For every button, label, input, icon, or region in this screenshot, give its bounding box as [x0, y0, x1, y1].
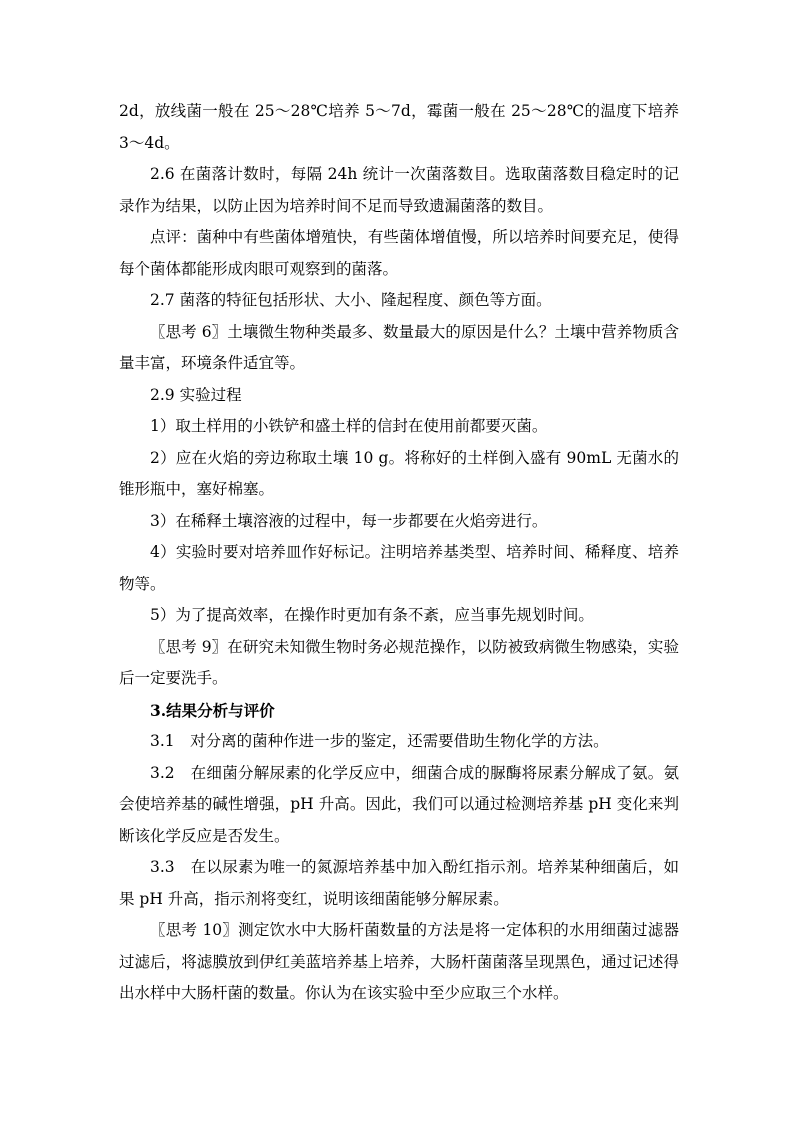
step-5-paragraph: 5）为了提高效率，在操作时更加有条不紊，应当事先规划时间。	[150, 606, 594, 624]
section-3-heading: 3.结果分析与评价	[150, 700, 275, 720]
step-1-paragraph: 1）取土样用的小铁铲和盛土样的信封在使用前都要灭菌。	[150, 417, 548, 435]
think-9-paragraph: 〖思考 9〗在研究未知微生物时务必规范操作，以防被致病微生物感染，实验后一定要洗手。	[119, 637, 679, 687]
step-3-paragraph: 3）在稀释土壤溶液的过程中，每一步都要在火焰旁进行。	[150, 511, 548, 530]
comment-paragraph: 点评：菌种中有些菌体增殖快，有些菌体增值慢，所以培养时间要充足，使得每个菌体都能形成肉眼可观察到的菌落。	[119, 228, 679, 278]
section-2-9-heading: 2.9 实验过程	[150, 385, 242, 404]
incubation-time-paragraph: 2d，放线菌一般在 25～28℃培养 5～7d，霉菌一般在 25～28℃的温度下培养 3～4d。	[119, 102, 679, 152]
think-6-paragraph: 〖思考 6〗土壤微生物种类最多、数量最大的原因是什么？土壤中营养物质含量丰富，环境条件适宜等。	[119, 322, 679, 372]
section-3-3-paragraph: 3.3 在以尿素为唯一的氮源培养基中加入酚红指示剂。培养某种细菌后，如果 pH 升高，指示剂将变红，说明该细菌能够分解尿素。	[119, 858, 679, 908]
section-2-6-paragraph: 2.6 在菌落计数时，每隔 24h 统计一次菌落数目。选取菌落数目稳定时的记录作为结果，以防止因为培养时间不足而导致遗漏菌落的数目。	[119, 165, 679, 215]
step-4-paragraph: 4）实验时要对培养皿作好标记。注明培养基类型、培养时间、稀释度、培养物等。	[119, 543, 679, 593]
step-2-paragraph: 2）应在火焰的旁边称取土壤 10 g。将称好的土样倒入盛有 90mL 无菌水的锥形瓶中，塞好棉塞。	[119, 448, 679, 498]
think-10-paragraph: 〖思考 10〗测定饮水中大肠杆菌数量的方法是将一定体积的水用细菌过滤器过滤后，将滤膜放到伊红美蓝培养基上培养，大肠杆菌菌落呈现黑色，通过记述得出水样中大肠杆菌的数量。你认为在该实验中至少应取三个水样。	[119, 921, 679, 1002]
page-content	[119, 96, 679, 1010]
section-2-7-paragraph: 2.7 菌落的特征包括形状、大小、隆起程度、颜色等方面。	[150, 291, 552, 309]
section-3-2-paragraph: 3.2 在细菌分解尿素的化学反应中，细菌合成的脲酶将尿素分解成了氨。氨会使培养基的碱性增强，pH 升高。因此，我们可以通过检测培养基 pH 变化来判断该化学反应是否发生。	[119, 763, 679, 845]
section-3-1-paragraph: 3.1 对分离的菌种作进一步的鉴定，还需要借助生物化学的方法。	[150, 732, 609, 750]
